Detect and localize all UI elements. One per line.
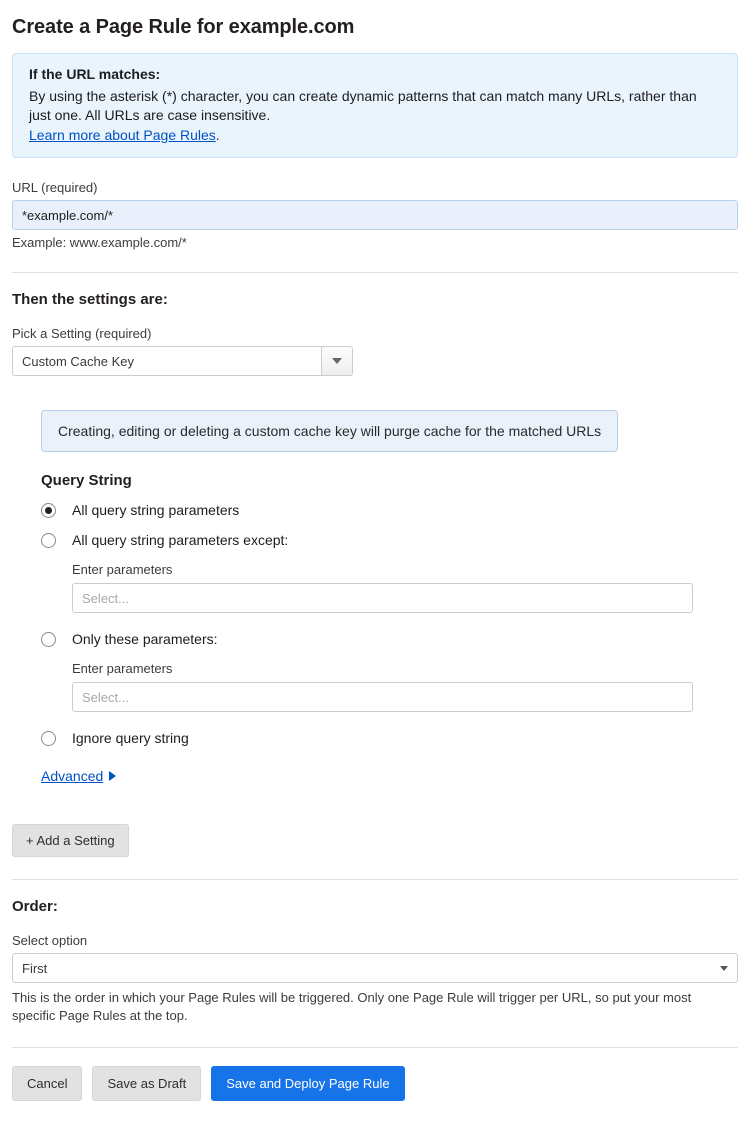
param-label-only: Enter parameters (72, 661, 173, 676)
form-actions (12, 1066, 738, 1117)
param-group-except (41, 562, 738, 613)
radio-ignore-query-string[interactable] (41, 730, 738, 746)
radio-icon-all-params[interactable] (41, 503, 56, 518)
callout-link-row (29, 127, 721, 143)
settings-heading: Then the settings are: (12, 291, 168, 308)
add-setting-button[interactable]: + Add a Setting (12, 824, 129, 857)
order-select[interactable] (12, 953, 738, 983)
purge-cache-note: Creating, editing or deleting a custom cache key will purge cache for the matched URLs (41, 410, 618, 452)
radio-icon-only-these-params[interactable] (41, 632, 56, 647)
chevron-down-icon (332, 358, 342, 364)
url-field-label: URL (required) (12, 180, 98, 195)
save-draft-button[interactable]: Save as Draft (92, 1066, 201, 1101)
advanced-link[interactable]: Advanced (41, 768, 104, 784)
setting-picker[interactable] (12, 346, 353, 376)
callout-text: By using the asterisk (*) character, you can create dynamic patterns that can match many URLs, rather than just one. All URLs are case insensitive. (29, 88, 697, 123)
page-title: Create a Page Rule for example.com (12, 16, 355, 38)
param-input-except[interactable] (72, 583, 693, 613)
param-input-only[interactable] (72, 682, 693, 712)
setting-picker-value[interactable]: Custom Cache Key (12, 346, 321, 376)
divider-order (12, 879, 738, 880)
chevron-right-icon (109, 771, 116, 781)
radio-only-these-params[interactable] (41, 631, 738, 647)
url-field-hint: Example: www.example.com/* (12, 235, 187, 250)
url-input[interactable] (12, 200, 738, 230)
radio-label-all-params: All query string parameters (72, 502, 240, 518)
order-select-value: First (22, 960, 48, 976)
setting-picker-toggle[interactable] (321, 346, 353, 376)
param-group-only (41, 661, 738, 712)
order-help-text: This is the order in which your Page Rules will be triggered. Only one Page Rule will trigger per URL, so put your most specific Page Rules at the top. (12, 990, 692, 1023)
radio-all-params[interactable] (41, 502, 738, 518)
callout-title: If the URL matches: (29, 66, 161, 82)
radio-icon-all-params-except[interactable] (41, 533, 56, 548)
url-match-callout (12, 53, 738, 158)
radio-all-params-except[interactable] (41, 532, 738, 548)
callout-link-suffix: . (215, 127, 220, 143)
param-label-except: Enter parameters (72, 562, 173, 577)
advanced-toggle[interactable] (41, 768, 738, 784)
radio-label-ignore-query-string: Ignore query string (72, 730, 189, 746)
save-deploy-button[interactable]: Save and Deploy Page Rule (211, 1066, 404, 1101)
chevron-down-icon-order (720, 966, 728, 971)
divider-settings (12, 272, 738, 273)
query-string-title: Query String (41, 472, 132, 489)
divider-footer (12, 1047, 738, 1048)
custom-cache-key-panel (12, 410, 738, 784)
cancel-button[interactable]: Cancel (12, 1066, 82, 1101)
radio-label-all-params-except: All query string parameters except: (72, 532, 289, 548)
radio-label-only-these-params: Only these parameters: (72, 631, 218, 647)
order-heading: Order: (12, 898, 58, 915)
radio-icon-ignore-query-string[interactable] (41, 731, 56, 746)
setting-picker-label: Pick a Setting (required) (12, 326, 152, 341)
order-select-label: Select option (12, 933, 88, 948)
learn-more-link[interactable]: Learn more about Page Rules (29, 127, 216, 143)
